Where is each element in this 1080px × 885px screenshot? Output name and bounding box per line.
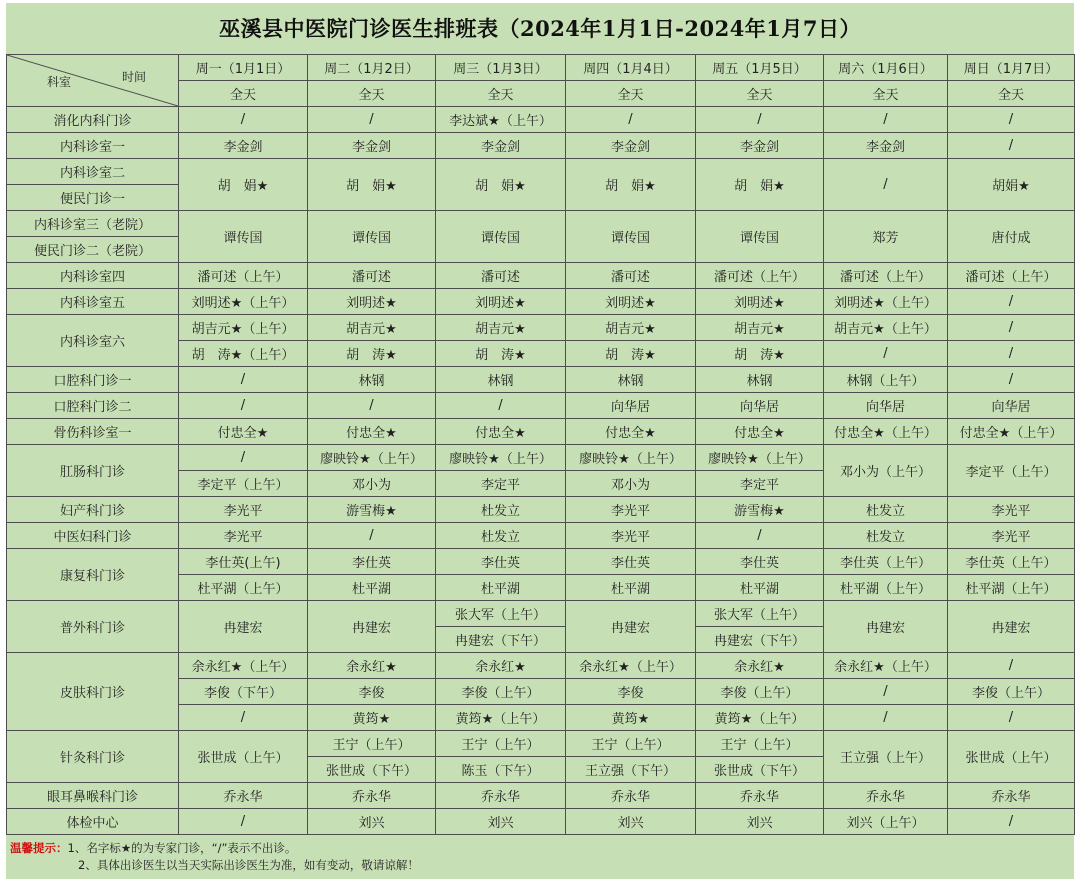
schedule-cell: / <box>179 809 308 835</box>
schedule-cell: 向华居 <box>696 393 824 419</box>
department-name: 康复科门诊 <box>7 549 179 601</box>
schedule-cell: 余永红★ <box>308 653 436 679</box>
session-header: 全天 <box>696 81 824 107</box>
schedule-cell: 李金剑 <box>566 133 696 159</box>
schedule-cell: 向华居 <box>566 393 696 419</box>
schedule-cell: 余永红★ <box>696 653 824 679</box>
corner-header <box>7 55 179 107</box>
schedule-cell: 张世成（下午） <box>696 757 824 783</box>
schedule-cell: / <box>179 107 308 133</box>
schedule-cell: 谭传国 <box>308 211 436 263</box>
schedule-cell: 杜发立 <box>436 497 566 523</box>
schedule-cell: 刘明述★ <box>566 289 696 315</box>
schedule-cell: 林钢 <box>308 367 436 393</box>
schedule-cell: 张世成（上午） <box>179 731 308 783</box>
schedule-cell: 向华居 <box>948 393 1075 419</box>
schedule-cell: 李俊（上午） <box>948 679 1075 705</box>
footer-notes <box>6 835 1074 874</box>
department-name: 针灸科门诊 <box>7 731 179 783</box>
schedule-cell: 李定平 <box>696 471 824 497</box>
schedule-cell: 胡 娟★ <box>696 159 824 211</box>
schedule-table <box>6 54 1075 835</box>
schedule-cell: / <box>948 809 1075 835</box>
schedule-cell: 付忠全★ <box>566 419 696 445</box>
schedule-cell: 谭传国 <box>436 211 566 263</box>
schedule-cell: 冉建宏 <box>948 601 1075 653</box>
schedule-cell: 冉建宏（下午） <box>436 627 566 653</box>
schedule-cell: / <box>179 445 308 471</box>
schedule-cell: 冉建宏 <box>824 601 948 653</box>
schedule-cell: 乔永华 <box>436 783 566 809</box>
schedule-cell: 张大军（上午） <box>696 601 824 627</box>
day-header: 周日（1月7日） <box>948 55 1075 81</box>
day-header: 周二（1月2日） <box>308 55 436 81</box>
corner-dept-label: 科室 <box>47 75 72 89</box>
schedule-cell: 邓小为 <box>308 471 436 497</box>
schedule-cell: 向华居 <box>824 393 948 419</box>
schedule-cell: / <box>948 653 1075 679</box>
schedule-cell: 刘兴 <box>436 809 566 835</box>
schedule-cell: 冉建宏 <box>179 601 308 653</box>
session-header: 全天 <box>948 81 1075 107</box>
schedule-cell: 李俊（下午） <box>179 679 308 705</box>
schedule-cell: 刘兴 <box>566 809 696 835</box>
department-name: 内科诊室五 <box>7 289 179 315</box>
schedule-cell: 冉建宏 <box>308 601 436 653</box>
session-header: 全天 <box>436 81 566 107</box>
schedule-cell: / <box>948 315 1075 341</box>
schedule-cell: 黄筠★（上午） <box>696 705 824 731</box>
schedule-cell: 游雪梅★ <box>308 497 436 523</box>
schedule-cell: 胡吉元★（上午） <box>179 315 308 341</box>
schedule-cell: 杜平湖 <box>696 575 824 601</box>
schedule-cell: 唐付成 <box>948 211 1075 263</box>
schedule-cell: 李光平 <box>566 523 696 549</box>
schedule-cell: 余永红★（上午） <box>179 653 308 679</box>
schedule-cell: 李达斌★（上午） <box>436 107 566 133</box>
schedule-cell: 胡吉元★ <box>696 315 824 341</box>
schedule-cell: 刘明述★ <box>436 289 566 315</box>
department-name: 内科诊室一 <box>7 133 179 159</box>
day-header: 周六（1月6日） <box>824 55 948 81</box>
schedule-cell: 李定平（上午） <box>179 471 308 497</box>
department-name: 妇产科门诊 <box>7 497 179 523</box>
schedule-cell: 杜平湖（上午） <box>824 575 948 601</box>
schedule-cell: 李定平（上午） <box>948 445 1075 497</box>
schedule-cell: 杜发立 <box>824 523 948 549</box>
day-header: 周三（1月3日） <box>436 55 566 81</box>
schedule-cell: 李光平 <box>179 497 308 523</box>
schedule-cell: 潘可述（上午） <box>179 263 308 289</box>
schedule-cell: 王宁（上午） <box>308 731 436 757</box>
schedule-cell: 胡 娟★ <box>436 159 566 211</box>
schedule-cell: 谭传国 <box>566 211 696 263</box>
schedule-cell: 黄筠★ <box>566 705 696 731</box>
schedule-cell: / <box>308 523 436 549</box>
day-header: 周一（1月1日） <box>179 55 308 81</box>
schedule-cell: 胡吉元★ <box>436 315 566 341</box>
schedule-cell: 乔永华 <box>308 783 436 809</box>
schedule-cell: 邓小为 <box>566 471 696 497</box>
schedule-cell: 李仕英 <box>436 549 566 575</box>
department-name: 内科诊室六 <box>7 315 179 367</box>
schedule-cell: 杜平湖 <box>566 575 696 601</box>
schedule-cell: 潘可述 <box>308 263 436 289</box>
department-name: 内科诊室三（老院） <box>7 211 179 237</box>
footer-line-1: 1、名字标★的为专家门诊，“/”表示不出诊。 <box>67 841 297 855</box>
schedule-cell: 付忠全★ <box>308 419 436 445</box>
schedule-cell: 杜平湖 <box>308 575 436 601</box>
schedule-cell: / <box>308 393 436 419</box>
schedule-cell: 李俊 <box>566 679 696 705</box>
schedule-cell: 刘明述★（上午） <box>179 289 308 315</box>
schedule-cell: 胡 涛★ <box>308 341 436 367</box>
schedule-cell: 胡 娟★ <box>566 159 696 211</box>
department-name: 肛肠科门诊 <box>7 445 179 497</box>
schedule-cell: 李光平 <box>179 523 308 549</box>
schedule-cell: 黄筠★ <box>308 705 436 731</box>
schedule-cell: / <box>696 523 824 549</box>
schedule-cell: / <box>948 367 1075 393</box>
department-name: 便民门诊一 <box>7 185 179 211</box>
schedule-cell: 胡吉元★（上午） <box>824 315 948 341</box>
schedule-cell: 余永红★ <box>436 653 566 679</box>
schedule-cell: 李仕英（上午） <box>948 549 1075 575</box>
schedule-cell: 廖映铃★（上午） <box>566 445 696 471</box>
schedule-cell: 陈玉（下午） <box>436 757 566 783</box>
schedule-cell: 杜发立 <box>436 523 566 549</box>
schedule-cell: 邓小为（上午） <box>824 445 948 497</box>
schedule-cell: 李仕英 <box>696 549 824 575</box>
schedule-cell: 刘明述★（上午） <box>824 289 948 315</box>
schedule-cell: 谭传国 <box>179 211 308 263</box>
schedule-cell: 胡吉元★ <box>308 315 436 341</box>
schedule-cell: 杜平湖（上午） <box>179 575 308 601</box>
schedule-cell: 张世成（下午） <box>308 757 436 783</box>
day-header: 周四（1月4日） <box>566 55 696 81</box>
schedule-cell: 李金剑 <box>308 133 436 159</box>
schedule-cell: / <box>824 159 948 211</box>
schedule-cell: 郑芳 <box>824 211 948 263</box>
schedule-cell: 李仕英 <box>566 549 696 575</box>
schedule-cell: 冉建宏（下午） <box>696 627 824 653</box>
department-name: 消化内科门诊 <box>7 107 179 133</box>
schedule-cell: 冉建宏 <box>566 601 696 653</box>
schedule-cell: 王立强（下午） <box>566 757 696 783</box>
schedule-cell: 胡 涛★ <box>566 341 696 367</box>
schedule-cell: / <box>824 679 948 705</box>
schedule-cell: 刘明述★ <box>308 289 436 315</box>
schedule-cell: 刘兴 <box>696 809 824 835</box>
schedule-cell: 胡 娟★ <box>308 159 436 211</box>
schedule-cell: 杜发立 <box>824 497 948 523</box>
schedule-cell: 林钢 <box>436 367 566 393</box>
schedule-cell: 李俊（上午） <box>696 679 824 705</box>
schedule-cell: 杜平湖（上午） <box>948 575 1075 601</box>
department-name: 内科诊室二 <box>7 159 179 185</box>
department-name: 眼耳鼻喉科门诊 <box>7 783 179 809</box>
schedule-cell: 潘可述（上午） <box>696 263 824 289</box>
schedule-cell: 李仕英(上午) <box>179 549 308 575</box>
schedule-cell: / <box>566 107 696 133</box>
schedule-cell: 余永红★（上午） <box>566 653 696 679</box>
schedule-cell: 乔永华 <box>948 783 1075 809</box>
schedule-cell: / <box>308 107 436 133</box>
schedule-cell: 谭传国 <box>696 211 824 263</box>
schedule-cell: / <box>948 705 1075 731</box>
schedule-cell: 黄筠★（上午） <box>436 705 566 731</box>
schedule-sheet <box>6 3 1074 879</box>
department-name: 内科诊室四 <box>7 263 179 289</box>
session-header: 全天 <box>308 81 436 107</box>
schedule-cell: 潘可述（上午） <box>824 263 948 289</box>
schedule-cell: 廖映铃★（上午） <box>696 445 824 471</box>
schedule-cell: 胡 涛★（上午） <box>179 341 308 367</box>
department-name: 口腔科门诊二 <box>7 393 179 419</box>
schedule-cell: 刘兴 <box>308 809 436 835</box>
department-name: 体检中心 <box>7 809 179 835</box>
schedule-cell: 李金剑 <box>436 133 566 159</box>
schedule-cell: 胡娟★ <box>948 159 1075 211</box>
schedule-cell: 乔永华 <box>179 783 308 809</box>
schedule-cell: / <box>179 705 308 731</box>
schedule-cell: 胡吉元★ <box>566 315 696 341</box>
schedule-cell: 付忠全★ <box>436 419 566 445</box>
department-name: 普外科门诊 <box>7 601 179 653</box>
day-header: 周五（1月5日） <box>696 55 824 81</box>
schedule-cell: 潘可述 <box>436 263 566 289</box>
schedule-cell: 张大军（上午） <box>436 601 566 627</box>
schedule-cell: / <box>179 367 308 393</box>
schedule-cell: 林钢 <box>566 367 696 393</box>
schedule-cell: / <box>948 133 1075 159</box>
schedule-cell: 廖映铃★（上午） <box>436 445 566 471</box>
department-name: 便民门诊二（老院） <box>7 237 179 263</box>
schedule-cell: / <box>948 107 1075 133</box>
schedule-cell: 李金剑 <box>179 133 308 159</box>
schedule-cell: 廖映铃★（上午） <box>308 445 436 471</box>
schedule-cell: 李俊（上午） <box>436 679 566 705</box>
schedule-cell: 付忠全★ <box>179 419 308 445</box>
footer-label: 温馨提示： <box>10 841 68 855</box>
department-name: 口腔科门诊一 <box>7 367 179 393</box>
schedule-cell: 胡 涛★ <box>696 341 824 367</box>
schedule-cell: 潘可述 <box>566 263 696 289</box>
schedule-cell: 王立强（上午） <box>824 731 948 783</box>
schedule-cell: / <box>696 107 824 133</box>
schedule-cell: 付忠全★（上午） <box>948 419 1075 445</box>
schedule-cell: / <box>824 705 948 731</box>
schedule-cell: / <box>436 393 566 419</box>
corner-time-label: 时间 <box>121 70 146 84</box>
schedule-cell: 李光平 <box>948 523 1075 549</box>
schedule-cell: 胡 涛★ <box>436 341 566 367</box>
schedule-cell: 林钢 <box>696 367 824 393</box>
schedule-cell: 乔永华 <box>824 783 948 809</box>
schedule-cell: 李金剑 <box>696 133 824 159</box>
schedule-cell: 付忠全★ <box>696 419 824 445</box>
schedule-cell: 张世成（上午） <box>948 731 1075 783</box>
schedule-cell: 李金剑 <box>824 133 948 159</box>
schedule-cell: 胡 娟★ <box>179 159 308 211</box>
schedule-cell: 余永红★（上午） <box>824 653 948 679</box>
footer-line-2: 2、具体出诊医生以当天实际出诊医生为准，如有变动，敬请谅解！ <box>78 858 419 872</box>
department-name: 皮肤科门诊 <box>7 653 179 731</box>
department-name: 骨伤科诊室一 <box>7 419 179 445</box>
schedule-cell: 李仕英 <box>308 549 436 575</box>
schedule-cell: 李光平 <box>948 497 1075 523</box>
schedule-cell: 刘兴（上午） <box>824 809 948 835</box>
schedule-cell: 王宁（上午） <box>696 731 824 757</box>
schedule-cell: / <box>948 341 1075 367</box>
diagonal-line <box>7 55 178 106</box>
session-header: 全天 <box>179 81 308 107</box>
schedule-cell: / <box>824 107 948 133</box>
schedule-cell: 王宁（上午） <box>436 731 566 757</box>
department-name: 中医妇科门诊 <box>7 523 179 549</box>
schedule-cell: 乔永华 <box>566 783 696 809</box>
schedule-cell: 刘明述★ <box>696 289 824 315</box>
schedule-cell: 潘可述（上午） <box>948 263 1075 289</box>
schedule-cell: 王宁（上午） <box>566 731 696 757</box>
schedule-cell: 李仕英（上午） <box>824 549 948 575</box>
schedule-cell: 林钢（上午） <box>824 367 948 393</box>
schedule-cell: 李俊 <box>308 679 436 705</box>
page-title: 巫溪县中医院门诊医生排班表（2024年1月1日-2024年1月7日） <box>218 16 862 41</box>
schedule-cell: / <box>948 289 1075 315</box>
schedule-cell: 游雪梅★ <box>696 497 824 523</box>
schedule-cell: 付忠全★（上午） <box>824 419 948 445</box>
schedule-cell: / <box>179 393 308 419</box>
schedule-cell: 乔永华 <box>696 783 824 809</box>
schedule-cell: 李定平 <box>436 471 566 497</box>
schedule-cell: 李光平 <box>566 497 696 523</box>
session-header: 全天 <box>824 81 948 107</box>
schedule-cell: 杜平湖 <box>436 575 566 601</box>
schedule-cell: / <box>824 341 948 367</box>
session-header: 全天 <box>566 81 696 107</box>
